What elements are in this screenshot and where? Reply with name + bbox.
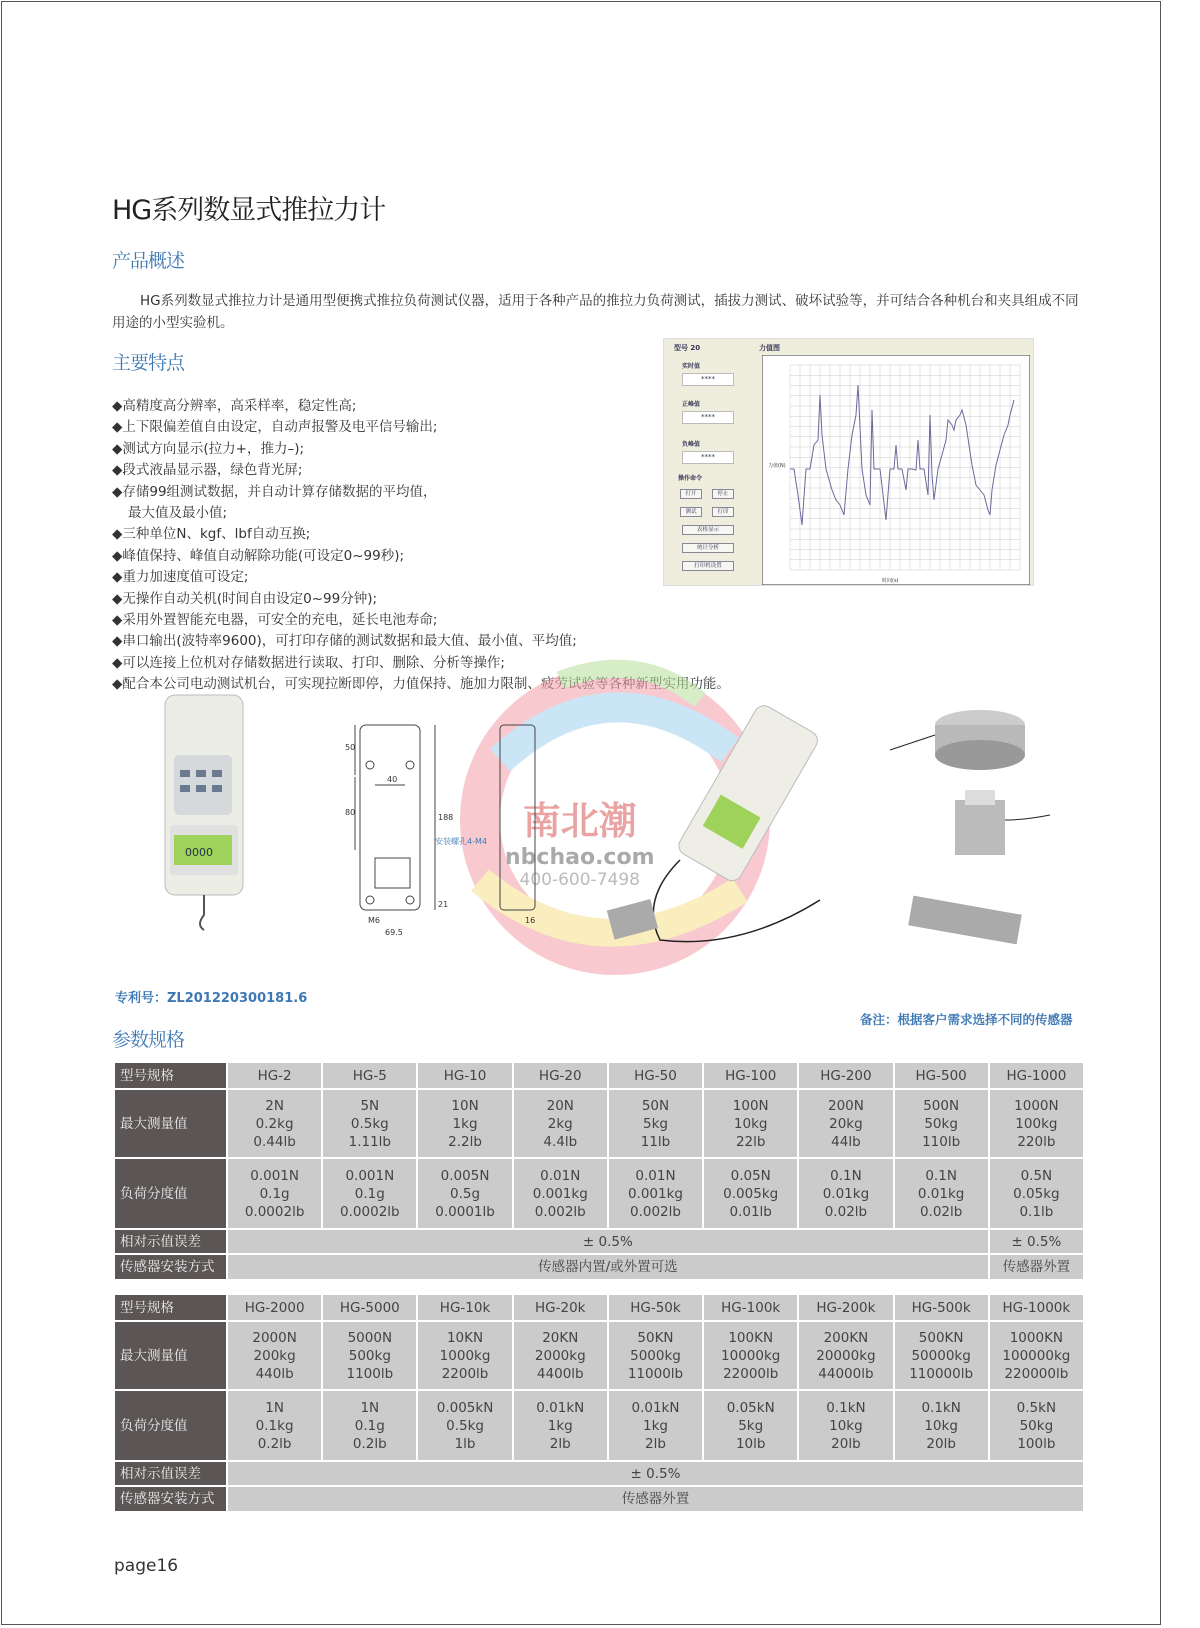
value-line: 4.4lb	[543, 1133, 578, 1150]
value-line: 100N	[732, 1097, 769, 1114]
value-line: 50N	[641, 1097, 670, 1114]
value-line: 0.1kN	[826, 1399, 866, 1416]
dim-21: 21	[438, 900, 449, 909]
value-line: 11lb	[640, 1133, 671, 1150]
model-cell: HG-500k	[895, 1295, 988, 1320]
value-line: 10kg	[733, 1115, 768, 1132]
max-cell	[514, 1090, 607, 1157]
row-label: 负荷分度值	[115, 1159, 226, 1228]
model-cell: HG-5000	[323, 1295, 416, 1320]
max-cell	[799, 1322, 892, 1389]
device-screen-readout: 0000	[185, 846, 213, 859]
value-line: 0.1lb	[1019, 1203, 1054, 1220]
value-line: 5000N	[347, 1329, 393, 1346]
error-cell: ± 0.5%	[228, 1230, 988, 1253]
page-title: HG系列数显式推拉力计	[112, 195, 386, 226]
sw-stop-button[interactable]: 停止	[712, 489, 734, 499]
model-cell: HG-10k	[418, 1295, 511, 1320]
sw-realtime-value: ****	[682, 373, 734, 386]
value-line: 10kg	[829, 1417, 863, 1434]
value-line: 0.005kg	[723, 1185, 779, 1202]
div-cell	[990, 1159, 1083, 1228]
feature-item: ◆三种单位N、kgf、lbf自动互换;	[112, 526, 311, 543]
value-line: 0.05N	[730, 1167, 771, 1184]
sw-stats-button[interactable]: 统计分析	[682, 543, 734, 553]
sw-realtime-label: 实时值	[682, 363, 701, 370]
value-line: 0.5kg	[446, 1417, 484, 1434]
value-line: 1lb	[454, 1435, 476, 1452]
div-cell	[895, 1391, 988, 1460]
value-line: 20lb	[831, 1435, 861, 1452]
page-number: page16	[114, 1556, 179, 1576]
value-line: 1.11lb	[348, 1133, 392, 1150]
value-line: 200KN	[823, 1329, 869, 1346]
div-cell	[704, 1391, 797, 1460]
value-line: 0.1kg	[255, 1417, 294, 1434]
value-line: 50000kg	[911, 1347, 971, 1364]
dim-188: 188	[438, 813, 454, 822]
max-cell	[990, 1090, 1083, 1157]
value-line: 1100lb	[346, 1365, 394, 1382]
value-line: 0.1kN	[921, 1399, 961, 1416]
value-line: 0.2lb	[352, 1435, 387, 1452]
software-screenshot	[663, 338, 1034, 586]
value-line: 500kg	[348, 1347, 391, 1364]
value-line: 2200lb	[441, 1365, 489, 1382]
row-label: 相对示值误差	[115, 1462, 226, 1485]
overview-text: HG系列数显式推拉力计是通用型便携式推拉负荷测试仪器，适用于各种产品的推拉力负荷测试，插拔力测试、破坏试验等，并可结合各种机台和夹具组成不同用途的小型实验机。	[112, 293, 1079, 331]
value-line: 10kg	[924, 1417, 958, 1434]
feature-item: ◆无操作自动关机(时间自由设定0~99分钟);	[112, 590, 378, 607]
row-label: 负荷分度值	[115, 1391, 226, 1460]
model-cell: HG-10	[418, 1063, 511, 1088]
value-line: 110lb	[922, 1133, 961, 1150]
value-line: 11000lb	[627, 1365, 684, 1382]
value-line: 0.2kg	[255, 1115, 294, 1132]
value-line: 20kg	[829, 1115, 863, 1132]
row-label: 传感器安装方式	[115, 1487, 226, 1511]
sw-print-button[interactable]: 打印	[712, 507, 734, 517]
value-line: 22000lb	[723, 1365, 779, 1382]
value-line: 5kg	[642, 1115, 668, 1132]
value-line: 0.01kN	[631, 1399, 680, 1416]
value-line: 20000kg	[816, 1347, 876, 1364]
sw-pos-peak-label: 正峰值	[682, 401, 701, 408]
max-cell	[323, 1090, 416, 1157]
gauge-with-sensor-photo	[600, 700, 840, 960]
value-line: 0.0002lb	[340, 1203, 400, 1220]
force-gauge-photo	[160, 690, 250, 940]
value-line: 0.5kg	[350, 1115, 389, 1132]
dim-69-5: 69.5	[385, 928, 403, 937]
value-line: 0.0002lb	[244, 1203, 305, 1220]
mounting-hole-label: 安装螺孔4-M4	[435, 837, 487, 846]
dim-50: 50	[345, 743, 356, 752]
feature-item: 最大值及最小值;	[128, 505, 228, 522]
value-line: 220000lb	[1004, 1365, 1069, 1382]
sw-test-button[interactable]: 测试	[680, 507, 702, 517]
div-cell	[609, 1159, 702, 1228]
feature-item: ◆段式液晶显示器，绿色背光屏;	[112, 462, 303, 479]
value-line: 2000N	[252, 1329, 297, 1346]
value-line: 220lb	[1017, 1133, 1056, 1150]
value-line: 2lb	[645, 1435, 666, 1452]
max-cell	[799, 1090, 892, 1157]
model-cell: HG-20k	[514, 1295, 607, 1320]
feature-item: ◆重力加速度值可设定;	[112, 569, 249, 586]
value-line: 44lb	[831, 1133, 861, 1150]
mount-cell: 传感器外置	[228, 1487, 1083, 1511]
model-cell: HG-50k	[609, 1295, 702, 1320]
value-line: 10KN	[446, 1329, 484, 1346]
value-line: 0.2lb	[257, 1435, 292, 1452]
model-cell: HG-1000k	[990, 1295, 1083, 1320]
value-line: 0.001kg	[532, 1185, 588, 1202]
row-label: 最大测量值	[115, 1322, 226, 1389]
max-cell	[418, 1090, 511, 1157]
value-line: 0.001N	[345, 1167, 395, 1184]
max-cell	[895, 1090, 988, 1157]
sw-printer-setup-button[interactable]: 打印机设置	[682, 561, 734, 571]
value-line: 20N	[546, 1097, 574, 1114]
value-line: 100KN	[728, 1329, 774, 1346]
feature-item: ◆高精度高分辨率，高采样率，稳定性高;	[112, 398, 357, 414]
dim-m6: M6	[368, 916, 380, 925]
div-cell	[895, 1159, 988, 1228]
value-line: 110000lb	[909, 1365, 974, 1382]
value-line: 0.1N	[830, 1167, 862, 1184]
model-cell: HG-1000	[990, 1063, 1083, 1088]
feature-item: ◆峰值保持、峰值自动解除功能(可设定0~99秒);	[112, 547, 405, 564]
value-line: 1N	[265, 1399, 284, 1416]
row-label: 相对示值误差	[115, 1230, 226, 1253]
error-cell: ± 0.5%	[990, 1230, 1083, 1253]
div-cell	[609, 1391, 702, 1460]
model-cell: HG-100k	[704, 1295, 797, 1320]
value-line: 0.001N	[250, 1167, 299, 1184]
spec-table1	[113, 1061, 1085, 1281]
value-line: 50KN	[637, 1329, 674, 1346]
div-cell	[228, 1159, 321, 1228]
value-line: 10N	[451, 1097, 479, 1114]
value-line: 5N	[360, 1097, 380, 1114]
value-line: 0.1g	[259, 1185, 290, 1202]
value-line: 0.5kN	[1016, 1399, 1057, 1416]
dimension-drawing	[340, 710, 560, 940]
sw-neg-peak-label: 负峰值	[682, 441, 701, 448]
feature-item: ◆上下限偏差值自由设定，自动声报警及电平信号输出;	[112, 419, 438, 436]
feature-item: ◆存储99组测试数据，并自动计算存储数据的平均值，	[112, 483, 437, 500]
value-line: 2lb	[549, 1435, 571, 1452]
feature-item: ◆串口输出(波特率9600)，可打印存储的测试数据和最大值、最小值、平均值;	[112, 633, 577, 650]
max-cell	[514, 1322, 607, 1389]
max-cell	[228, 1090, 321, 1157]
div-cell	[990, 1391, 1083, 1460]
max-cell	[609, 1090, 702, 1157]
sw-table-button[interactable]: 表格显示	[682, 525, 734, 535]
watermark-site: nbchao.com	[505, 845, 655, 870]
value-line: 1kg	[547, 1417, 573, 1434]
dim-80: 80	[345, 808, 356, 817]
value-line: 0.0001lb	[435, 1203, 495, 1220]
value-line: 5kg	[738, 1417, 764, 1434]
value-line: 20lb	[926, 1435, 956, 1452]
watermark-phone: 400-600-7498	[519, 870, 640, 890]
sw-commands-label: 操作命令	[678, 475, 703, 482]
value-line: 0.1g	[354, 1185, 385, 1202]
value-line: 0.01kg	[917, 1185, 965, 1202]
overview-heading: 产品概述	[112, 250, 185, 272]
value-line: 0.1g	[354, 1417, 385, 1434]
row-label: 型号规格	[115, 1295, 226, 1320]
div-cell	[799, 1391, 892, 1460]
max-cell	[895, 1322, 988, 1389]
value-line: 4400lb	[536, 1365, 584, 1382]
div-cell	[514, 1159, 607, 1228]
value-line: 500KN	[918, 1329, 964, 1346]
features-heading: 主要特点	[112, 352, 185, 374]
value-line: 1000N	[1014, 1097, 1059, 1114]
value-line: 50kg	[924, 1115, 958, 1132]
value-line: 200N	[827, 1097, 864, 1114]
value-line: 100kg	[1015, 1115, 1058, 1132]
div-cell	[323, 1159, 416, 1228]
value-line: 0.002lb	[630, 1203, 681, 1220]
max-cell	[990, 1322, 1083, 1389]
div-cell	[514, 1391, 607, 1460]
value-line: 440lb	[255, 1365, 294, 1382]
sw-neg-peak-value: ****	[682, 451, 734, 464]
value-line: 500N	[923, 1097, 960, 1114]
model-cell: HG-500	[895, 1063, 988, 1088]
value-line: 0.01N	[635, 1167, 676, 1184]
value-line: 1N	[360, 1399, 380, 1416]
div-cell	[323, 1391, 416, 1460]
value-line: 0.005kN	[436, 1399, 494, 1416]
sw-force-chart	[762, 355, 1030, 585]
specs-heading: 参数规格	[112, 1029, 185, 1051]
value-line: 0.01kN	[536, 1399, 585, 1416]
value-line: 100lb	[1017, 1435, 1056, 1452]
dim-40: 40	[387, 775, 398, 784]
value-line: 0.05kg	[1013, 1185, 1060, 1202]
feature-item: ◆测试方向显示(拉力+，推力–);	[112, 440, 305, 457]
mount-cell: 传感器内置/或外置可选	[228, 1255, 988, 1279]
value-line: 50kg	[1019, 1417, 1054, 1434]
sw-model: 型号 20	[674, 344, 701, 352]
value-line: 0.5N	[1020, 1167, 1053, 1184]
value-line: 0.05kN	[726, 1399, 775, 1416]
mount-cell: 传感器外置	[990, 1255, 1083, 1279]
value-line: 10000kg	[721, 1347, 781, 1364]
value-line: 1kg	[642, 1417, 668, 1434]
max-cell	[609, 1322, 702, 1389]
max-cell	[704, 1322, 797, 1389]
div-cell	[704, 1159, 797, 1228]
sw-pos-peak-value: ****	[682, 411, 734, 424]
max-cell	[228, 1322, 321, 1389]
value-line: 2N	[265, 1097, 284, 1114]
value-line: 10lb	[735, 1435, 766, 1452]
div-cell	[418, 1159, 511, 1228]
max-cell	[418, 1322, 511, 1389]
sw-chart-title: 力值图	[759, 344, 780, 352]
feature-item: ◆采用外置智能充电器，可安全的充电，延长电池寿命;	[112, 612, 438, 629]
value-line: 0.01kg	[822, 1185, 870, 1202]
div-cell	[418, 1391, 511, 1460]
value-line: 0.02lb	[824, 1203, 868, 1220]
div-cell	[228, 1391, 321, 1460]
max-cell	[704, 1090, 797, 1157]
value-line: 2.2lb	[448, 1133, 482, 1150]
row-label: 最大测量值	[115, 1090, 226, 1157]
div-cell	[799, 1159, 892, 1228]
value-line: 1000KN	[1009, 1329, 1064, 1346]
spec-table2	[113, 1293, 1085, 1513]
model-cell: HG-200k	[799, 1295, 892, 1320]
model-cell: HG-2000	[228, 1295, 321, 1320]
value-line: 0.1N	[925, 1167, 957, 1184]
sw-xlabel: 时间(s)	[882, 578, 899, 584]
model-cell: HG-5	[323, 1063, 416, 1088]
patent-number: 专利号：ZL201220300181.6	[115, 991, 308, 1006]
model-cell: HG-50	[609, 1063, 702, 1088]
value-line: 0.01N	[540, 1167, 581, 1184]
sw-ylabel: 力值(N)	[768, 463, 786, 469]
value-line: 200kg	[253, 1347, 296, 1364]
error-cell: ± 0.5%	[228, 1462, 1083, 1485]
sensor-note: 备注：根据客户需求选择不同的传感器	[860, 1012, 1073, 1027]
model-cell: HG-200	[799, 1063, 892, 1088]
model-cell: HG-20	[514, 1063, 607, 1088]
load-sensors-photo	[885, 690, 1055, 970]
feature-item: ◆配合本公司电动测试机台，可实现拉断即停，力值保持、施加力限制、疲劳试验等各种新型实用功能。	[112, 676, 730, 693]
value-line: 0.01lb	[729, 1203, 772, 1220]
sw-open-button[interactable]: 打开	[680, 489, 702, 499]
value-line: 0.02lb	[919, 1203, 963, 1220]
model-cell: HG-2	[228, 1063, 321, 1088]
value-line: 1000kg	[439, 1347, 491, 1364]
model-cell: HG-100	[704, 1063, 797, 1088]
value-line: 1kg	[452, 1115, 478, 1132]
dim-16: 16	[525, 916, 536, 925]
max-cell	[323, 1322, 416, 1389]
value-line: 0.002lb	[534, 1203, 586, 1220]
value-line: 0.5g	[450, 1185, 481, 1202]
value-line: 0.005N	[440, 1167, 490, 1184]
row-label: 型号规格	[115, 1063, 226, 1088]
value-line: 5000kg	[630, 1347, 681, 1364]
row-label: 传感器安装方式	[115, 1255, 226, 1279]
value-line: 2kg	[547, 1115, 573, 1132]
value-line: 20KN	[542, 1329, 579, 1346]
value-line: 2000kg	[534, 1347, 586, 1364]
value-line: 22lb	[735, 1133, 766, 1150]
value-line: 0.44lb	[253, 1133, 296, 1150]
value-line: 0.001kg	[627, 1185, 683, 1202]
watermark-brand: 南北潮	[522, 799, 637, 843]
value-line: 100000kg	[1002, 1347, 1071, 1364]
feature-item: ◆可以连接上位机对存储数据进行读取、打印、删除、分析等操作;	[112, 654, 505, 671]
value-line: 44000lb	[818, 1365, 874, 1382]
